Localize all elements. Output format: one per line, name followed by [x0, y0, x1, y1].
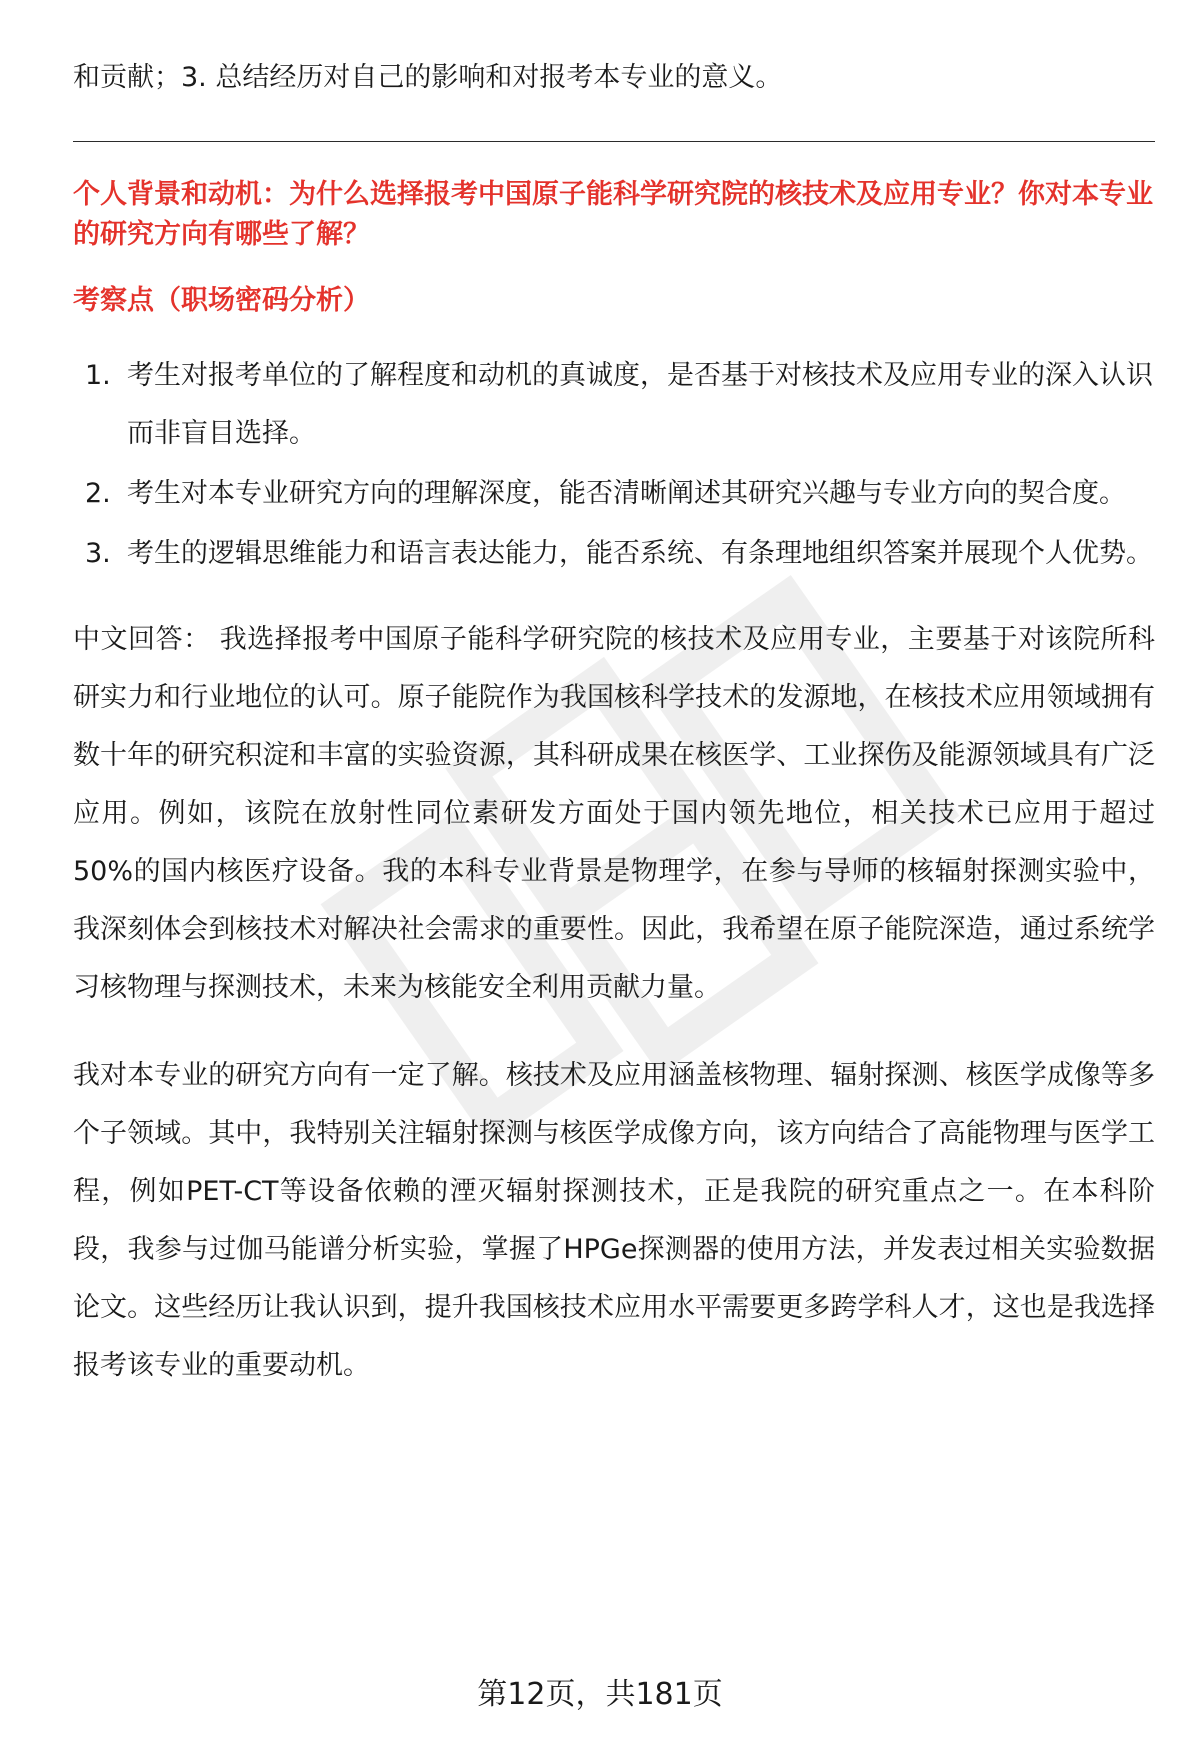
list-item-text: 考生对本专业研究方向的理解深度，能否清晰阐述其研究兴趣与专业方向的契合度。 [127, 478, 1126, 509]
list-item [73, 525, 1155, 583]
list-item-number: 1. [85, 360, 111, 391]
assessment-points-list [73, 347, 1155, 583]
list-item-number: 3. [85, 538, 111, 569]
question-heading: 个人背景和动机：为什么选择报考中国原子能科学研究院的核技术及应用专业？你对本专业的研究方向有哪些了解？ [73, 179, 1153, 250]
section-title: 考察点（职场密码分析） [73, 285, 370, 316]
answer-paragraph-1: 中文回答： 我选择报考中国原子能科学研究院的核技术及应用专业，主要基于对该院所科研实力和行业地位的认可。原子能院作为我国核科学技术的发源地，在核技术应用领域拥有数十年的研究积淀和丰富的实验资源，其科研成果在核医学、工业探伤及能源领域具有广泛应用。例如，该院在放射性同位素研发方面处于国内领先地位，相关技术已应用于超过50%的国内核医疗设备。我的本科专业背景是物理学，在参与导师的核辐射探测实验中，我深刻体会到核技术对解决社会需求的重要性。因此，我希望在原子能院深造，通过系统学习核物理与探测技术，未来为核能安全利用贡献力量。 [73, 624, 1155, 1003]
list-item [73, 465, 1155, 523]
document-content [73, 58, 1155, 1395]
list-item [73, 347, 1155, 463]
intro-line: 和贡献；3. 总结经历对自己的影响和对报考本专业的意义。 [73, 62, 783, 93]
divider [73, 141, 1155, 142]
list-item-text: 考生的逻辑思维能力和语言表达能力，能否系统、有条理地组织答案并展现个人优势。 [127, 538, 1153, 569]
list-item-number: 2. [85, 478, 111, 509]
list-item-text: 考生对报考单位的了解程度和动机的真诚度，是否基于对核技术及应用专业的深入认识而非盲目选择。 [127, 360, 1153, 449]
page-number: 第12页，共181页 [477, 1677, 723, 1712]
answer-paragraph-2: 我对本专业的研究方向有一定了解。核技术及应用涵盖核物理、辐射探测、核医学成像等多个子领域。其中，我特别关注辐射探测与核医学成像方向，该方向结合了高能物理与医学工程，例如PET-CT等设备依赖的湮灭辐射探测技术，正是我院的研究重点之一。在本科阶段，我参与过伽马能谱分析实验，掌握了HPGe探测器的使用方法，并发表过相关实验数据论文。这些经历让我认识到，提升我国核技术应用水平需要更多跨学科人才，这也是我选择报考该专业的重要动机。 [73, 1060, 1155, 1381]
